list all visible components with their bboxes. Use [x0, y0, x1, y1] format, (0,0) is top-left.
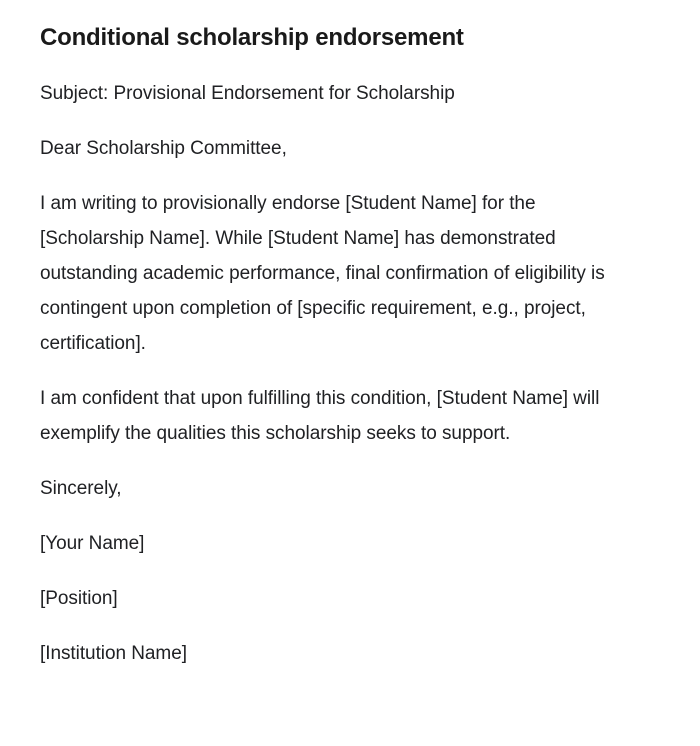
signature-position: [Position]	[40, 588, 118, 609]
page-title: Conditional scholarship endorsement	[40, 24, 464, 51]
document-body	[40, 76, 640, 671]
paragraph-endorsement-body: I am writing to provisionally endorse [Student Name] for the [Scholarship Name]. While [Student Name] has demonstrated outstanding academic performance, final confirmation of eligibility is contingent upon completion of [specific requirement, e.g., project, certification].	[40, 193, 605, 354]
paragraph-confidence-statement: I am confident that upon fulfilling this condition, [Student Name] will exemplify the qualities this scholarship seeks to support.	[40, 388, 600, 444]
paragraph-salutation: Dear Scholarship Committee,	[40, 138, 287, 159]
signature-institution-name: [Institution Name]	[40, 643, 187, 664]
paragraph-subject: Subject: Provisional Endorsement for Scholarship	[40, 83, 455, 104]
paragraph-closing: Sincerely,	[40, 478, 122, 499]
signature-your-name: [Your Name]	[40, 533, 145, 554]
